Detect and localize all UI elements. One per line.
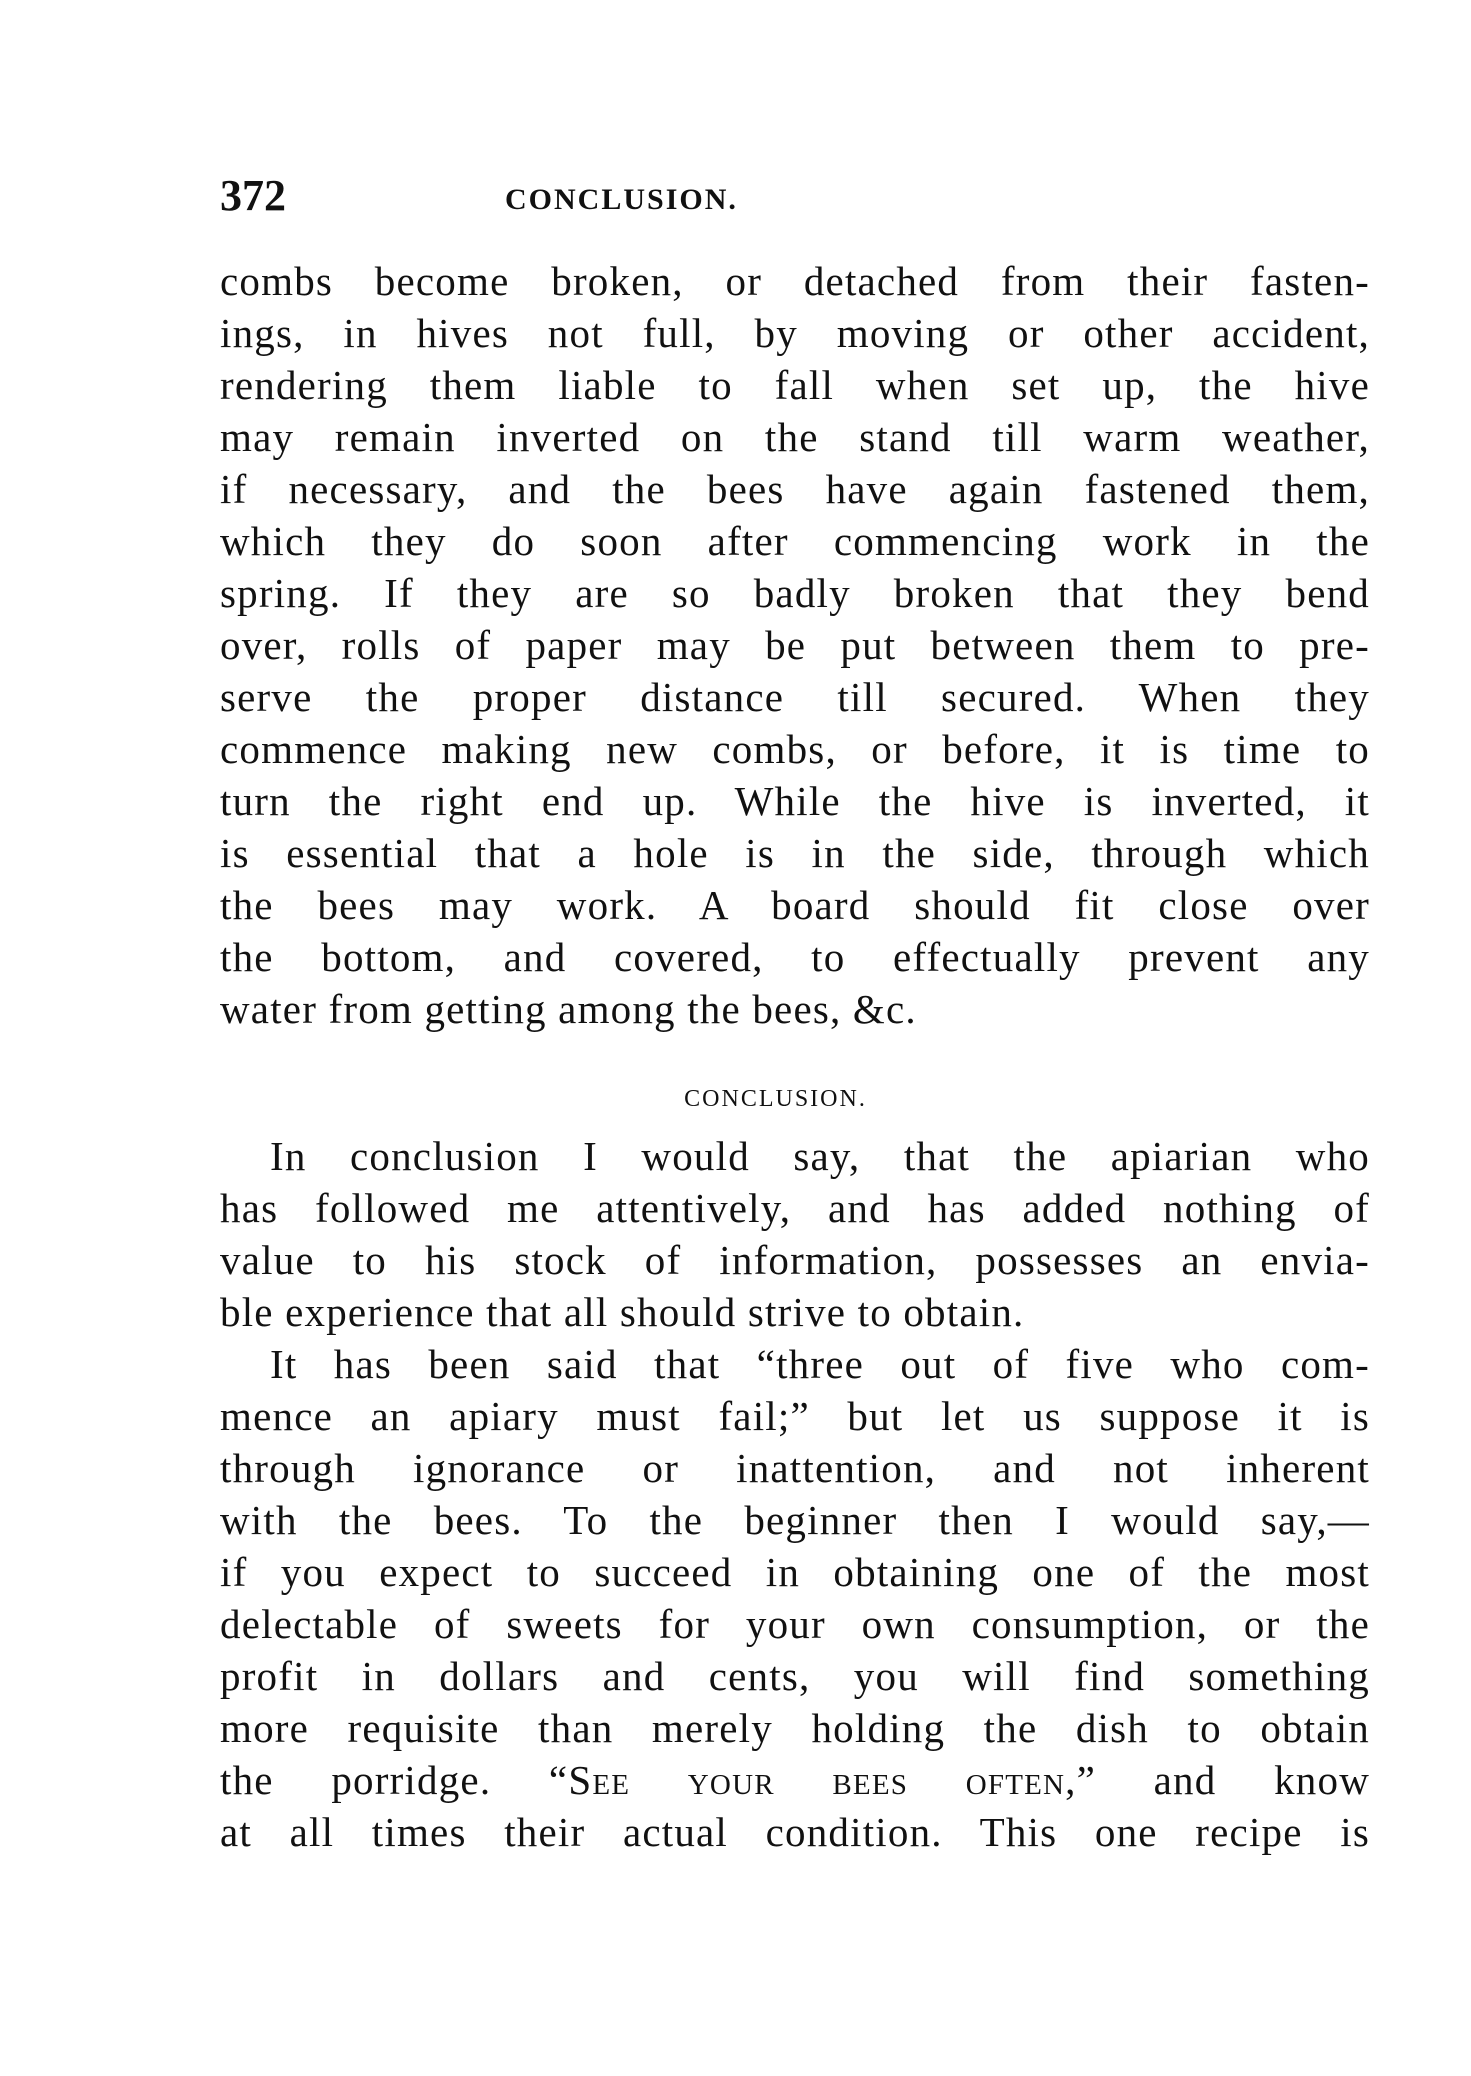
text-line <box>220 1754 1370 1806</box>
text-span: ” and know <box>1076 1757 1370 1803</box>
paragraphs-conclusion <box>220 1130 1370 1858</box>
text-line: profit in dollars and cents, you will find something <box>220 1653 1370 1699</box>
text-line: more requisite than merely holding the dish to obtain <box>220 1705 1370 1751</box>
text-line: water from getting among the bees, &c. <box>220 986 917 1032</box>
small-caps-emphasis: See your bees often, <box>568 1757 1077 1803</box>
text-line: value to his stock of information, possesses an envia- <box>220 1237 1370 1283</box>
text-line: may remain inverted on the stand till warm weather, <box>220 414 1370 460</box>
text-line: over, rolls of paper may be put between them to pre- <box>220 622 1370 668</box>
text-line: It has been said that “three out of five who com- <box>270 1341 1370 1387</box>
text-line: ings, in hives not full, by moving or other accident, <box>220 310 1370 356</box>
text-line: combs become broken, or detached from their fasten- <box>220 258 1370 304</box>
text-line: the bottom, and covered, to effectually prevent any <box>220 934 1370 980</box>
text-line: ble experience that all should strive to obtain. <box>220 1289 1025 1335</box>
page-header <box>220 168 1370 224</box>
text-line: delectable of sweets for your own consumption, or the <box>220 1601 1370 1647</box>
running-head: CONCLUSION. <box>505 183 738 216</box>
text-line: In conclusion I would say, that the apiarian who <box>270 1133 1370 1179</box>
text-line: through ignorance or inattention, and not inherent <box>220 1445 1370 1491</box>
paragraph-1 <box>220 255 1370 1035</box>
text-span: the porridge. “ <box>220 1757 569 1803</box>
text-line: the bees may work. A board should fit close over <box>220 882 1370 928</box>
text-line: rendering them liable to fall when set up, the hive <box>220 362 1370 408</box>
text-line: commence making new combs, or before, it is time to <box>220 726 1370 772</box>
text-line: if necessary, and the bees have again fastened them, <box>220 466 1370 512</box>
text-line: if you expect to succeed in obtaining one of the most <box>220 1549 1370 1595</box>
text-line: with the bees. To the beginner then I would say,— <box>220 1497 1370 1543</box>
text-line: turn the right end up. While the hive is inverted, it <box>220 778 1370 824</box>
text-line: at all times their actual condition. This one recipe is <box>220 1809 1370 1855</box>
text-line: has followed me attentively, and has added nothing of <box>220 1185 1370 1231</box>
text-line: which they do soon after commencing work in the <box>220 518 1370 564</box>
section-heading: CONCLUSION. <box>684 1086 867 1112</box>
page-number: 372 <box>220 171 286 220</box>
text-line: is essential that a hole is in the side, through which <box>220 830 1370 876</box>
text-line: serve the proper distance till secured. When they <box>220 674 1370 720</box>
text-line: mence an apiary must fail;” but let us suppose it is <box>220 1393 1370 1439</box>
text-line: spring. If they are so badly broken that they bend <box>220 570 1370 616</box>
